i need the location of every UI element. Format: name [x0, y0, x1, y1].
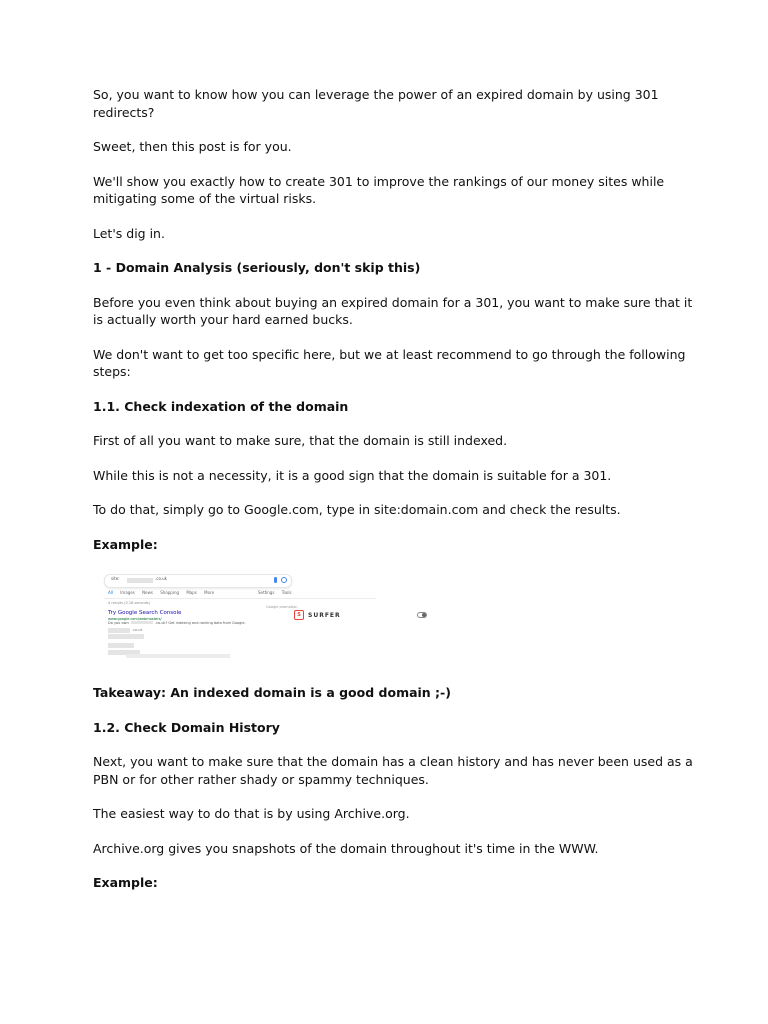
sub-url-suffix: .co.uk	[132, 628, 143, 632]
surfer-brand	[294, 610, 341, 620]
paragraph-archive: The easiest way to do that is by using Archive.org.	[93, 806, 410, 821]
tab-maps: Maps	[186, 590, 197, 595]
takeaway: Takeaway: An indexed domain is a good domain ;-)	[93, 685, 451, 700]
search-icon	[281, 577, 287, 583]
redacted-snippet	[131, 621, 153, 624]
query-prefix: site:	[111, 576, 120, 581]
result-count: 4 results (0.18 seconds)	[108, 601, 151, 605]
paragraph-how-to: To do that, simply go to Google.com, type in site:domain.com and check the results.	[93, 502, 621, 517]
paragraph-intro: So, you want to know how you can leverage the power of an expired domain by using 301 redirects?	[93, 87, 659, 120]
search-tabs	[108, 590, 220, 595]
mic-icon	[274, 577, 277, 583]
search-box	[104, 574, 292, 588]
tab-shopping: Shopping	[160, 590, 180, 595]
surfer-logo-icon: S	[294, 610, 304, 620]
paragraph-good-sign: While this is not a necessity, it is a good sign that the domain is suitable for a 301.	[93, 467, 612, 483]
tools-link: Tools	[281, 590, 292, 595]
result-snippet	[108, 621, 246, 625]
tab-more: More	[204, 590, 215, 595]
tabs-divider	[104, 598, 376, 599]
example-label-2: Example:	[93, 875, 158, 890]
surfer-name: SURFER	[308, 611, 341, 619]
toggle-icon	[417, 612, 427, 618]
tab-news: News	[142, 590, 153, 595]
paragraph-dig-in: Let's dig in.	[93, 225, 165, 241]
paragraph-steps: We don't want to get too specific here, but we at least recommend to go through the following steps:	[93, 346, 686, 379]
paragraph-still-indexed: First of all you want to make sure, that the domain is still indexed.	[93, 433, 508, 448]
heading-check-indexation: 1.1. Check indexation of the domain	[93, 398, 349, 414]
paragraph-clean-history: Next, you want to make sure that the domain has a clean history and has never been used as a PBN or for other rather shady or spammy techniques.	[93, 754, 693, 787]
search-tools	[252, 590, 292, 595]
heading-domain-analysis: 1 - Domain Analysis (seriously, don't skip this)	[93, 260, 421, 275]
settings-link: Settings	[258, 590, 275, 595]
tab-all: All	[108, 590, 113, 595]
redacted-result-2	[108, 634, 144, 639]
result-url: www.google.com/webmasters/	[108, 617, 162, 621]
query-suffix: .co.uk	[155, 576, 167, 581]
paragraph-sweet: Sweet, then this post is for you.	[93, 139, 292, 154]
redacted-result-3	[108, 643, 134, 648]
google-results-screenshot	[96, 570, 436, 662]
document-body	[93, 86, 693, 909]
redacted-domain	[127, 578, 153, 583]
paragraph-show: We'll show you exactly how to create 301 to improve the rankings of our money sites while mitigating some of the virtual risks.	[93, 173, 665, 206]
toggle-knob	[422, 613, 426, 617]
paragraph-before-buying: Before you even think about buying an expired domain for a 301, you want to make sure that it is actually worth your hard earned bucks.	[93, 294, 693, 327]
tab-images: Images	[120, 590, 135, 595]
result-title: Try Google Search Console	[108, 610, 182, 616]
result-snippet-b: .co.uk? Get indexing and ranking data from Google.	[154, 621, 246, 625]
result-snippet-a: Do you own	[108, 621, 129, 625]
example-label-1: Example:	[93, 536, 158, 552]
promo-label: Google promotion	[266, 605, 298, 609]
heading-domain-history: 1.2. Check Domain History	[93, 719, 280, 735]
redacted-result-1	[108, 628, 130, 633]
paragraph-snapshots: Archive.org gives you snapshots of the domain throughout it's time in the WWW.	[93, 840, 599, 856]
redacted-result-5	[126, 654, 230, 658]
